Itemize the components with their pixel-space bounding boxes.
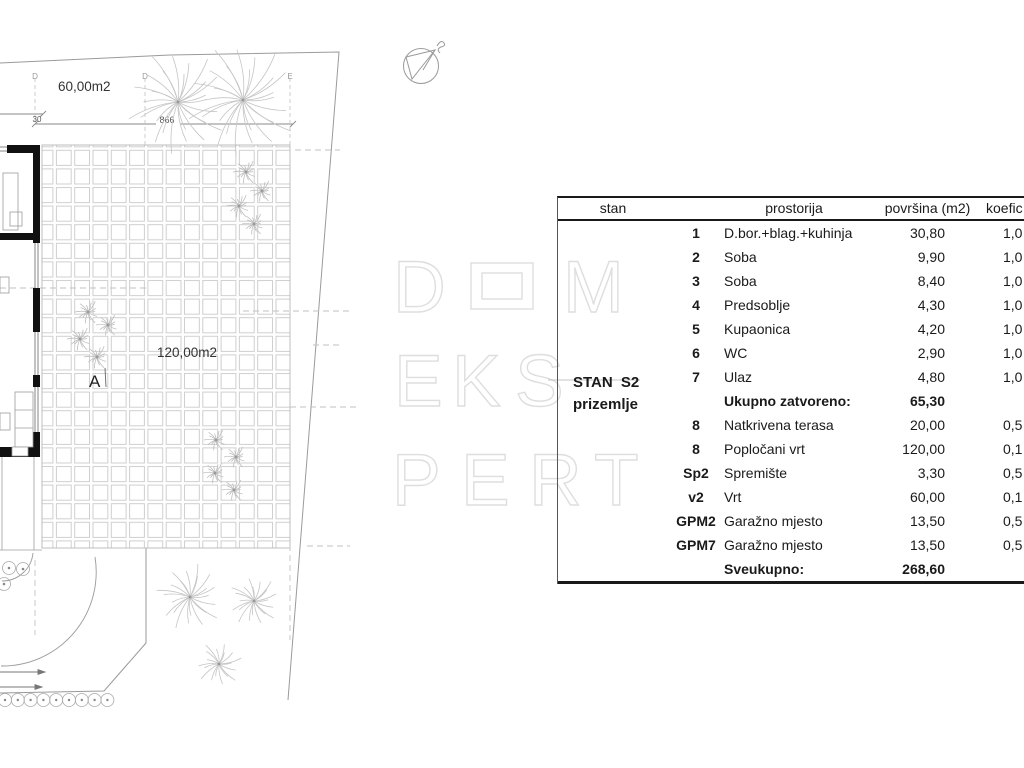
table-row [558, 269, 1024, 293]
table-cell: 6 [692, 345, 700, 361]
table-cell: 1 [692, 225, 700, 241]
dim-small-label: 30 [32, 115, 42, 124]
table-cell: Soba [724, 249, 757, 265]
table-cell: 13,50 [909, 537, 945, 553]
table-cell: WC [724, 345, 748, 361]
table-cell: 1,0 [1003, 321, 1023, 337]
table-row [558, 509, 1024, 533]
table-cell: 4,20 [917, 321, 945, 337]
north-arrow-icon [404, 42, 445, 84]
table-row [558, 557, 1024, 581]
table-cell: 0,5 [1003, 537, 1023, 553]
table-row [558, 341, 1024, 365]
column-header-povrsina: površina (m2) [884, 200, 971, 216]
table-cell: GPM7 [676, 537, 716, 553]
table-cell: GPM2 [676, 513, 716, 529]
table-cell: 30,80 [909, 225, 945, 241]
table-cell: Kupaonica [724, 321, 791, 337]
table-cell: 4 [692, 297, 700, 313]
square-glyph [471, 263, 533, 309]
table-cell: Ukupno zatvoreno: [724, 393, 851, 409]
table-cell: 8,40 [917, 273, 945, 289]
table-cell: 3 [692, 273, 700, 289]
table-cell: 4,30 [917, 297, 945, 313]
table-cell: Spremište [724, 465, 788, 481]
grid-letter: D [142, 72, 148, 81]
table-row [558, 461, 1024, 485]
table-cell: Natkrivena terasa [724, 417, 834, 433]
section-marker-label: A [89, 372, 101, 391]
table-cell: 1,0 [1003, 225, 1023, 241]
watermark-letter: E [394, 341, 443, 422]
table-cell: 0,5 [1003, 465, 1023, 481]
table-cell: 1,0 [1003, 273, 1023, 289]
table-row [558, 413, 1024, 437]
table-cell: 7 [692, 369, 700, 385]
table-row [558, 437, 1024, 461]
table-cell: 4,80 [917, 369, 945, 385]
watermark-letter: P [392, 440, 441, 521]
table-cell: 1,0 [1003, 345, 1023, 361]
table-cell: 0,1 [1003, 441, 1023, 457]
table-cell: 1,0 [1003, 369, 1023, 385]
unit-label [573, 372, 639, 416]
table-cell: Soba [724, 273, 757, 289]
unit-label-floor: prizemlje [573, 396, 639, 413]
table-row [558, 293, 1024, 317]
table-cell: Ulaz [724, 369, 753, 385]
terrace [0, 457, 42, 550]
tree-icon [199, 644, 242, 684]
table-row [558, 221, 1024, 245]
table-cell: 1,0 [1003, 249, 1023, 265]
table-cell: 60,00 [909, 489, 945, 505]
table-row [558, 245, 1024, 269]
table-header-row [558, 198, 1024, 221]
square-glyph-inner [482, 273, 522, 299]
table-cell: Garažno mjesto [724, 513, 823, 529]
table-cell: 3,30 [917, 465, 945, 481]
table-cell: Popločani vrt [724, 441, 805, 457]
grid-letter: D [32, 72, 38, 81]
furniture [0, 173, 33, 456]
table-cell: 8 [692, 441, 700, 457]
table-cell: 8 [692, 417, 700, 433]
area-top-label: 60,00m2 [58, 79, 111, 94]
grid-letter: E [287, 72, 293, 81]
table-cell: Garažno mjesto [724, 537, 823, 553]
watermark-letter: E [461, 440, 510, 521]
watermark-letter: K [452, 341, 501, 422]
table-row [558, 533, 1024, 557]
table-cell: 0,5 [1003, 513, 1023, 529]
table-cell: 13,50 [909, 513, 945, 529]
table-cell: 5 [692, 321, 700, 337]
hedge-row [0, 694, 114, 707]
column-header-prostorija: prostorija [765, 200, 823, 216]
watermark-letter: R [529, 440, 582, 521]
column-header-stan: stan [599, 200, 627, 216]
windows [0, 147, 38, 432]
tree-icon [232, 579, 276, 623]
table-cell: Predsoblje [724, 297, 791, 313]
dim-large-label: 866 [159, 115, 175, 125]
planter-circles [0, 562, 30, 591]
table-cell: 65,30 [909, 393, 945, 409]
column-header-koeficijent: koefic [986, 200, 1023, 216]
unit-label-name: STAN S2 [573, 374, 640, 391]
table-cell: Sp2 [683, 465, 709, 481]
watermark-letter: S [515, 341, 564, 422]
table-cell: 9,90 [917, 249, 945, 265]
table-cell: Sveukupno: [724, 561, 805, 577]
tree-icon [129, 56, 222, 153]
table-cell: 2,90 [917, 345, 945, 361]
table-cell: Vrt [724, 489, 742, 505]
table-cell: 120,00 [902, 441, 945, 457]
table-cell: v2 [688, 489, 704, 505]
watermark-letter: D [393, 247, 446, 328]
direction-arrows [0, 670, 45, 690]
dimension-lines [0, 111, 296, 127]
watermark-letter: T [594, 440, 639, 521]
table-cell: D.bor.+blag.+kuhinja [724, 225, 853, 241]
table-cell: 1,0 [1003, 297, 1023, 313]
table-cell: 0,1 [1003, 489, 1023, 505]
watermark-letter: M [563, 247, 624, 328]
table-cell: 20,00 [909, 417, 945, 433]
table-row [558, 317, 1024, 341]
table-row [558, 485, 1024, 509]
table-cell: 2 [692, 249, 700, 265]
table-cell: 0,5 [1003, 417, 1023, 433]
table-cell: 268,60 [902, 561, 945, 577]
tree-icon [157, 564, 217, 628]
area-main-label: 120,00m2 [157, 345, 218, 360]
